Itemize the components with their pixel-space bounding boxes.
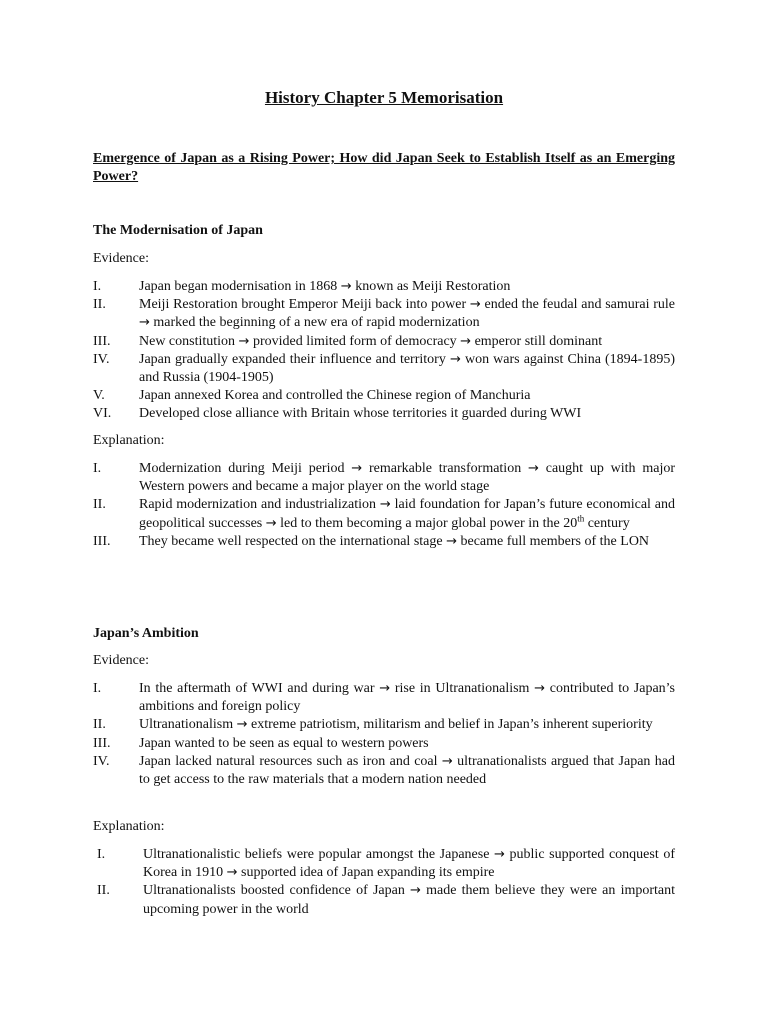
- arrow-right-icon: →: [410, 883, 421, 899]
- evidence-list-modernisation: [93, 278, 676, 424]
- evidence-list-ambition: [93, 680, 676, 789]
- item-text: Developed close alliance with Britain whose territories it guarded during WWI: [139, 406, 582, 422]
- explanation-list-ambition: [97, 846, 676, 919]
- arrow-right-icon: →: [351, 461, 363, 476]
- roman-numeral: I.: [93, 461, 102, 476]
- item-text: century: [587, 515, 630, 531]
- item-text: became full members of the LON: [460, 533, 650, 549]
- roman-numeral: II.: [93, 297, 106, 313]
- item-text: rise in Ultranationalism: [394, 681, 530, 696]
- explanation-list-modernisation: [93, 460, 676, 551]
- arrow-right-icon: →: [238, 333, 250, 349]
- roman-numeral: VI.: [93, 406, 112, 422]
- list-item: [93, 333, 675, 351]
- list-item: [93, 735, 675, 753]
- list-item: [93, 716, 675, 734]
- arrow-right-icon: →: [379, 497, 391, 513]
- page-title: History Chapter 5 Memorisation: [264, 88, 504, 107]
- item-text: Japan annexed Korea and controlled the Chinese region of Manchuria: [139, 388, 531, 404]
- item-text: remarkable transformation: [369, 461, 522, 476]
- item-text: New constitution: [139, 333, 236, 349]
- list-item: [93, 278, 675, 296]
- item-text: won wars against China (1894-1895) and Russia (1904-1905): [139, 351, 675, 386]
- item-text: led to them becoming a major global power in the 20: [280, 515, 578, 531]
- item-text: known as Meiji Restoration: [355, 279, 511, 294]
- arrow-right-icon: →: [534, 681, 546, 696]
- item-text: Ultranationalism: [139, 717, 234, 733]
- section-title-ambition: Japan’s Ambition: [93, 626, 199, 641]
- item-text: marked the beginning of a new era of rapid modernization: [153, 315, 480, 331]
- arrow-right-icon: →: [528, 461, 539, 476]
- item-text: Meiji Restoration brought Emperor Meiji back into power: [139, 297, 467, 313]
- roman-numeral: III.: [93, 735, 111, 751]
- explanation-label: Explanation:: [93, 819, 165, 834]
- item-text: They became well respected on the international stage: [139, 533, 443, 549]
- roman-numeral: II.: [93, 497, 106, 513]
- list-item: [93, 351, 675, 387]
- main-heading: Emergence of Japan as a Rising Power; How did Japan Seek to Establish Itself as an Emerging Power?: [93, 151, 675, 184]
- list-item: [93, 680, 676, 716]
- list-item: [93, 533, 675, 551]
- arrow-right-icon: →: [379, 681, 391, 696]
- evidence-label: Evidence:: [93, 251, 149, 266]
- item-text: contributed to Japan’s ambitions and foreign policy: [139, 681, 676, 715]
- section-title-modernisation: The Modernisation of Japan: [93, 223, 263, 238]
- arrow-right-icon: →: [265, 515, 277, 531]
- item-text: extreme patriotism, militarism and belief in Japan’s inherent superiority: [251, 717, 653, 733]
- list-item: [93, 405, 675, 423]
- item-text: public supported conquest of Korea in 1910: [143, 847, 676, 881]
- item-text: caught up with major Western powers and became a major player on the world stage: [139, 461, 676, 495]
- arrow-right-icon: →: [139, 315, 150, 331]
- arrow-right-icon: →: [494, 847, 505, 862]
- list-item: [93, 387, 675, 405]
- item-text: Japan lacked natural resources such as iron and coal: [139, 753, 438, 769]
- item-text: Ultranationalists boosted confidence of Japan: [143, 883, 405, 899]
- item-text: ultranationalists argued that Japan had to get access to the raw materials that a modern nation needed: [139, 753, 676, 788]
- item-text: Rapid modernization and industrialization: [139, 497, 377, 513]
- roman-numeral: IV.: [93, 351, 110, 367]
- item-text: Japan wanted to be seen as equal to western powers: [139, 735, 429, 751]
- roman-numeral: I.: [97, 847, 106, 862]
- item-text: Modernization during Meiji period: [139, 461, 345, 476]
- superscript: th: [577, 512, 585, 523]
- list-item: [97, 882, 676, 918]
- roman-numeral: I.: [93, 681, 102, 696]
- arrow-right-icon: →: [449, 351, 461, 367]
- item-text: provided limited form of democracy: [252, 333, 457, 349]
- item-text: Japan began modernisation in 1868: [139, 279, 338, 294]
- arrow-right-icon: →: [340, 279, 352, 294]
- item-text: Japan gradually expanded their influence and territory: [139, 351, 446, 367]
- item-text: supported idea of Japan expanding its empire: [241, 865, 495, 881]
- arrow-right-icon: →: [446, 533, 457, 549]
- arrow-right-icon: →: [460, 333, 472, 349]
- list-item: [93, 496, 675, 532]
- roman-numeral: III.: [93, 333, 111, 349]
- list-item: [93, 753, 676, 789]
- explanation-label: Explanation:: [93, 433, 165, 448]
- arrow-right-icon: →: [441, 753, 453, 769]
- evidence-label: Evidence:: [93, 653, 149, 668]
- roman-numeral: II.: [93, 717, 106, 733]
- roman-numeral: III.: [93, 533, 111, 549]
- arrow-right-icon: →: [236, 717, 248, 733]
- list-item: [93, 460, 676, 496]
- roman-numeral: IV.: [93, 753, 110, 769]
- item-text: emperor still dominant: [474, 333, 603, 349]
- roman-numeral: II.: [97, 883, 110, 899]
- list-item: [97, 846, 676, 882]
- item-text: In the aftermath of WWI and during war: [139, 681, 375, 696]
- item-text: Ultranationalistic beliefs were popular amongst the Japanese: [143, 847, 490, 862]
- item-text: laid foundation for Japan’s future economical and geopolitical successes: [139, 497, 675, 531]
- item-text: ended the feudal and samurai rule: [484, 297, 676, 313]
- roman-numeral: V.: [93, 388, 105, 404]
- roman-numeral: I.: [93, 279, 102, 294]
- arrow-right-icon: →: [469, 297, 481, 313]
- arrow-right-icon: →: [226, 865, 238, 881]
- list-item: [93, 296, 676, 332]
- item-text: made them believe they were an important upcoming power in the world: [143, 883, 676, 917]
